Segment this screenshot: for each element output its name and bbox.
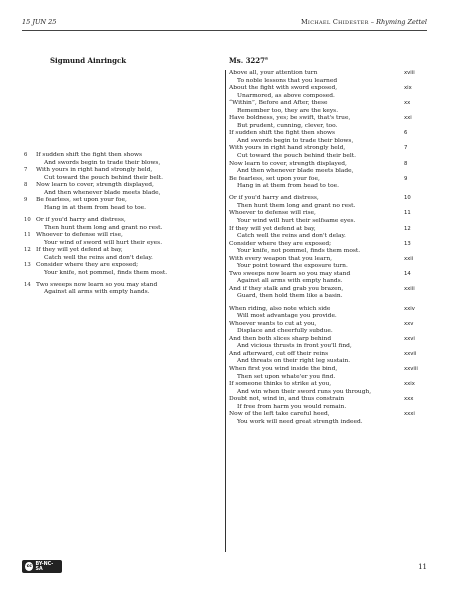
verse-line: [229, 396, 419, 404]
verse-number: xxvii: [404, 350, 417, 357]
verse-line-indented: Then hunt them long and grant no rest.: [44, 224, 163, 231]
verse-number: xxvi: [404, 335, 415, 342]
verse-number: 7: [24, 167, 28, 174]
license-text: BY-NC-SA: [35, 561, 54, 572]
verse-line: [229, 256, 419, 264]
header-running-title: [301, 18, 427, 26]
verse-line-indented: Your knife, not pommel, finds them most.: [237, 248, 361, 255]
verse-text: Or if you'd harry and distress,: [229, 195, 319, 202]
verse-number: 6: [404, 130, 408, 137]
verse-line: [229, 210, 419, 218]
verse-number: 13: [404, 240, 411, 247]
verse-line: [229, 241, 419, 249]
verse-text: If someone thinks to strike at you,: [229, 381, 332, 388]
cc-icon: cc: [26, 564, 32, 569]
verse-line-indented: Against all arms with empty hands.: [44, 289, 150, 296]
verse-text: Whoever to defense will rise,: [229, 210, 316, 217]
verse-number: xxxi: [404, 411, 415, 418]
verse-line-indented: Your point toward the exposure turn.: [237, 263, 348, 270]
verse-line-indented: And then whenever blade meets blade,: [44, 189, 161, 196]
verse-line-indented: And vicious thrusts in front you'll find,: [237, 343, 352, 350]
verse-text: Two sweeps now learn so you may stand: [36, 281, 158, 288]
verse-line: [24, 167, 222, 175]
verse-number: 9: [24, 197, 28, 204]
verse-line: [24, 281, 222, 290]
verse-line-indented: Your wind of sword will hurt their eyes.: [44, 239, 163, 246]
verse-line: [229, 271, 419, 279]
verse-line: [24, 197, 222, 205]
verse-text: Doubt not, wind in, and thus constrain: [229, 396, 345, 403]
verse-text: About the fight with sword exposed,: [229, 85, 338, 92]
verse-line-indented: Then hunt them long and grant no rest.: [237, 202, 356, 209]
verse-number: 7: [404, 145, 408, 152]
verse-line: [24, 182, 222, 190]
verse-text: Two sweeps now learn so you may stand: [229, 270, 351, 277]
verse-line: [229, 195, 419, 203]
verse-line-indented: Unarmored, as above composed.: [237, 92, 335, 99]
verse-line-indented: Cut toward the pouch behind their belt.: [237, 153, 357, 160]
verse-line: [229, 286, 419, 294]
verse-number: 14: [24, 281, 31, 288]
verse-line-indented: And swords begin to trade their blows,: [237, 137, 354, 144]
verse-line: [24, 216, 222, 225]
verse-line-indented: And swords begin to trade their blows,: [44, 159, 161, 166]
right-column-title: [229, 56, 268, 65]
verse-line: [229, 226, 419, 234]
verse-line-indented: You work will need great strength indeed.: [237, 418, 363, 425]
verse-line-indented: And threats on their right leg sustain.: [237, 358, 351, 365]
column-divider: [225, 70, 226, 552]
verse-number: 12: [404, 225, 411, 232]
verse-line: [229, 100, 419, 108]
right-column-verses: [229, 70, 419, 426]
verse-number: xviii: [404, 70, 415, 76]
verse-number: xix: [404, 85, 412, 92]
verse-line-indented: Displace and cheerfully subdue.: [237, 328, 333, 335]
verse-number: xx: [404, 100, 411, 107]
verse-line-indented: To noble lessons that you learned: [237, 77, 338, 84]
verse-text: And then both slices sharp behind: [229, 335, 332, 342]
verse-line: [229, 115, 419, 123]
verse-line: [229, 336, 419, 344]
verse-number: xxii: [404, 255, 414, 262]
verse-line: [24, 247, 222, 255]
verse-number: 14: [404, 270, 411, 277]
verse-line-indented: Hang in at them from head to toe.: [44, 204, 146, 211]
verse-text: Consider where they are exposed;: [229, 240, 332, 247]
verse-number: 13: [24, 262, 31, 269]
page-number: 11: [418, 563, 427, 571]
verse-line: [229, 70, 419, 78]
header-rule: [22, 30, 427, 31]
verse-number: 8: [24, 182, 28, 189]
verse-number: xxv: [404, 320, 414, 327]
verse-text: If sudden shift the fight then shows: [229, 130, 336, 137]
verse-text: Now learn to cover, strength displayed,: [229, 160, 347, 167]
verse-line: [229, 176, 419, 184]
verse-text: And if they stalk and grab you brazen,: [229, 285, 344, 292]
header-date: 15 JUN 25: [22, 18, 57, 26]
verse-line-indented: If free from harm you would remain.: [237, 403, 347, 410]
verse-number: 10: [404, 195, 411, 202]
verse-line: [229, 366, 419, 374]
verse-line-indented: Will most advantage you provide.: [237, 313, 337, 320]
verse-line-indented: Your knife, not pommel, finds them most.: [44, 269, 168, 276]
verse-number: 6: [24, 152, 28, 158]
verse-line-indented: Against all arms with empty hands.: [237, 278, 343, 285]
header-author: Michael Chidester: [300, 18, 369, 26]
verse-number: 8: [404, 160, 408, 167]
verse-number: 11: [404, 210, 411, 217]
verse-line-indented: And win when their sword runs you through,: [237, 388, 372, 395]
verse-line: [229, 161, 419, 169]
verse-text: Consider where they are exposed;: [36, 262, 139, 269]
verse-text: And afterward, cut off their reins: [229, 350, 329, 357]
verse-number: xxiv: [404, 305, 415, 312]
verse-text: With yours in right hand strongly held,: [229, 145, 346, 152]
verse-text: Now learn to cover, strength displayed,: [36, 182, 154, 189]
verse-text: Now of the left take careful heed,: [229, 411, 330, 418]
verse-line: [24, 152, 222, 160]
header-separator: –: [368, 18, 377, 26]
verse-text: With every weapon that you learn,: [229, 255, 333, 262]
verse-number: 11: [24, 232, 31, 239]
verse-number: 12: [24, 247, 31, 254]
verse-line-indented: Then set upon whate'er you find.: [237, 373, 336, 380]
verse-number: xxi: [404, 115, 412, 122]
verse-line-indented: Remember too, they are the keys.: [237, 107, 339, 114]
verse-number: xxiii: [404, 285, 415, 292]
license-badge[interactable]: [22, 560, 62, 573]
verse-text: Be fearless, set upon your foe,: [229, 175, 320, 182]
verse-line-indented: And then whenever blade meets blade,: [237, 168, 354, 175]
verse-line: [229, 306, 419, 314]
verse-number: xxx: [404, 396, 414, 403]
verse-line-indented: Catch well the reins and don't delay.: [44, 254, 153, 261]
verse-line: [229, 130, 419, 138]
verse-text: Have boldness, yes; be swift, that's true,: [229, 115, 351, 122]
verse-line-indented: But prudent, cunning, clever, too.: [237, 122, 338, 129]
verse-text: Above all, your attention turn: [229, 70, 318, 76]
verse-line-indented: Guard, then hold them like a basin.: [237, 293, 343, 300]
verse-line: [24, 232, 222, 240]
verse-line: [24, 262, 222, 270]
verse-number: 10: [24, 216, 31, 223]
verse-line: [229, 411, 419, 419]
verse-line: [229, 381, 419, 389]
right-title-footnote: a: [265, 56, 268, 62]
verse-line-indented: Hang in at them from head to toe.: [237, 183, 339, 190]
verse-text: Be fearless, set upon your foe,: [36, 197, 127, 204]
left-column-verses: [24, 152, 222, 297]
verse-text: If sudden shift the fight then shows: [36, 152, 143, 158]
verse-text: Whoever wants to cut at you,: [229, 320, 317, 327]
verse-number: 9: [404, 175, 408, 182]
header-title: Rhyming Zettel: [376, 18, 427, 26]
verse-text: If they will yet defend at bay,: [36, 247, 123, 254]
verse-line-indented: Catch well the reins and don't delay.: [237, 233, 346, 240]
verse-text: If they will yet defend at bay,: [229, 225, 316, 232]
verse-text: With yours in right hand strongly held,: [36, 167, 153, 174]
verse-text: Whoever to defense will rise,: [36, 232, 123, 239]
verse-line-indented: Cut toward the pouch behind their belt.: [44, 174, 164, 181]
verse-line-indented: Your wind will hurt their selfsame eyes.: [237, 217, 356, 224]
verse-text: “Within”, Before and After, these: [229, 100, 328, 107]
verse-line: [229, 321, 419, 329]
verse-text: When first you wind inside the bind,: [229, 365, 338, 372]
left-column-title: Sigmund Ainringck: [50, 56, 127, 65]
verse-line: [229, 351, 419, 359]
verse-text: Or if you'd harry and distress,: [36, 216, 126, 223]
right-title-text: Ms. 3227: [229, 56, 266, 65]
verse-text: When riding, also note which side: [229, 305, 331, 312]
verse-number: xxix: [404, 381, 415, 388]
verse-number: xxviii: [404, 365, 418, 372]
verse-line: [229, 145, 419, 153]
verse-line: [229, 85, 419, 93]
